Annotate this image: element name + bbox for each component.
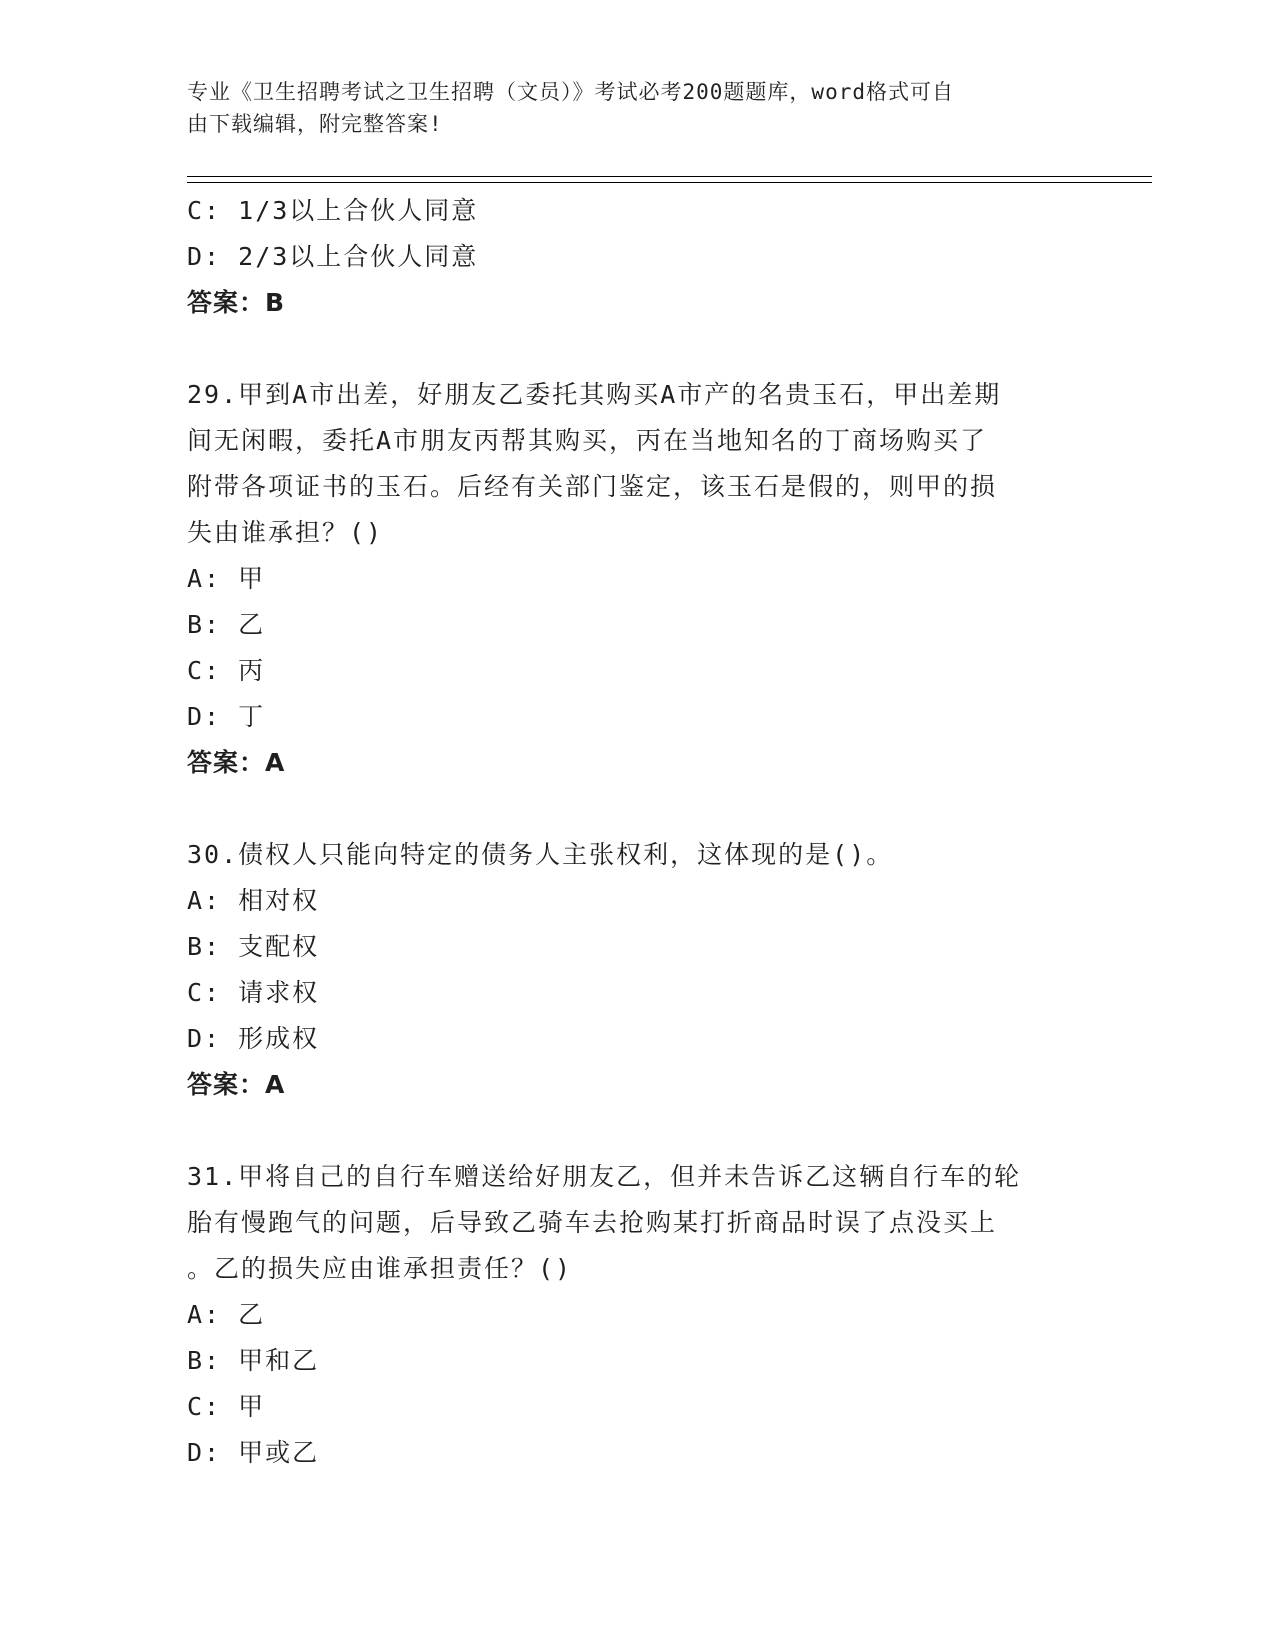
question-stem-line: 胎有慢跑气的问题，后导致乙骑车去抢购某打折商品时误了点没买上 [187,1208,998,1237]
option-b: B: 乙 [187,610,266,639]
question-stem-line: 附带各项证书的玉石。后经有关部门鉴定，该玉石是假的，则甲的损 [187,472,998,501]
question-30 [187,832,1087,1108]
header-line-2: 由下载编辑，附完整答案! [187,112,443,136]
answer-line: 答案：A [187,1070,286,1099]
header-line-1: 专业《卫生招聘考试之卫生招聘（文员）》考试必考200题题库，word格式可自 [187,80,954,104]
question-spacer [187,1108,1087,1154]
answer-line: 答案：B [187,288,286,317]
option-d: D: 丁 [187,702,266,731]
question-stem-line: 31.甲将自己的自行车赠送给好朋友乙，但并未告诉乙这辆自行车的轮 [187,1162,1022,1191]
question-spacer [187,786,1087,832]
question-stem-line: 失由谁承担？() [187,518,384,547]
header-rule-bottom [187,182,1152,183]
option-d: D: 2/3以上合伙人同意 [187,242,479,271]
option-d: D: 甲或乙 [187,1438,320,1467]
question-29 [187,372,1087,786]
document-body [187,188,1087,1476]
option-c: C: 1/3以上合伙人同意 [187,196,479,225]
header-rule-top [187,176,1152,177]
document-header [187,76,1067,140]
option-d: D: 形成权 [187,1024,320,1053]
question-stem-line: 29.甲到A市出差，好朋友乙委托其购买A市产的名贵玉石，甲出差期 [187,380,1002,409]
option-a: A: 甲 [187,564,266,593]
question-stem-line: 间无闲暇，委托A市朋友丙帮其购买，丙在当地知名的丁商场购买了 [187,426,988,455]
option-c: C: 丙 [187,656,266,685]
option-a: A: 乙 [187,1300,266,1329]
question-stem-line: 30.债权人只能向特定的债务人主张权利，这体现的是()。 [187,840,894,869]
question-31 [187,1154,1087,1476]
answer-line: 答案：A [187,748,286,777]
question-stem-line: 。乙的损失应由谁承担责任？() [187,1254,573,1283]
option-b: B: 支配权 [187,932,320,961]
question-28-tail [187,188,1087,326]
option-c: C: 甲 [187,1392,266,1421]
option-b: B: 甲和乙 [187,1346,320,1375]
option-a: A: 相对权 [187,886,320,915]
option-c: C: 请求权 [187,978,320,1007]
question-spacer [187,326,1087,372]
